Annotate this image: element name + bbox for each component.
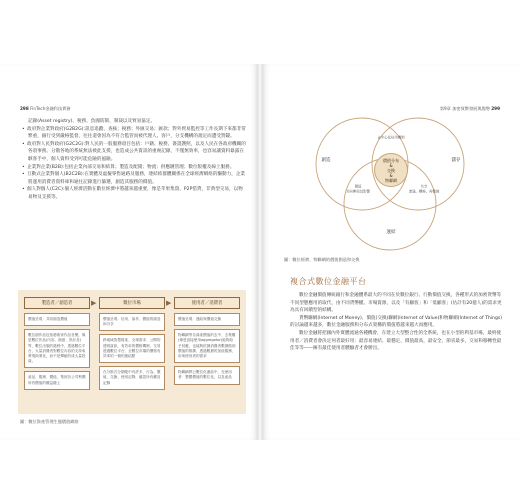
paragraph: 貨幣聯網(Internet of Money)、價值(交換)聯網(Internet of Value)和物聯網(Internet of Things)的討論越來越多，數位金融服務和分布式架構的價值將越來越大而應用。: [290, 315, 503, 329]
venn-label-connect: 運結: [386, 230, 396, 235]
venn-top-inner: 去中心化信用機制: [377, 135, 405, 140]
bullet-icon: •: [22, 141, 25, 147]
bullet-item: [20, 171, 246, 186]
paragraph: 數位金融價值傳統銀行和金融體系最大的不同在於數位銀行、行動價值交換，各種形式的加密貨幣等不同型態應用的取代，由不同貨幣權、市場資源，以及「有顧客」和「低顧客」(估計有20億人)的需求更為具有回饋型的結構。: [290, 293, 502, 314]
bullet-item: [20, 164, 246, 172]
bullet-icon: •: [22, 126, 25, 132]
venn-left-inner-title: 價值: [354, 184, 362, 189]
bullet-item: [20, 186, 246, 201]
paragraph: 記錄(Asset registry)、稅務、負國防制、制裁以及貿易協定。: [28, 119, 156, 124]
venn-label-store: 儲存: [451, 158, 461, 163]
venn-center-line: &: [389, 162, 393, 168]
column-box: 價值呈現：共同創造價值: [24, 313, 90, 326]
bullet-text: 政府對人民對政府(G2C2G):對人民的一般服務項目包括：戶籍、稅務、簽證護照，以及人民在各政府機關的各項事務。分散各地的系統無法被此支援，也造成公共資訊的重複記錄，不僅無效率，也容易讓資料暴露在駭客手中，個人資料受到可能危險的風險。: [27, 141, 246, 162]
right-chapter: 第9章: [439, 106, 451, 111]
venn-center-badge: [374, 153, 408, 187]
bullet-icon: •: [22, 164, 25, 170]
bullet-icon: •: [22, 172, 25, 178]
column-box: 物聯網等各資產價值的去中、去集權(像是直接使用aggregator)能夠給予回應，也能夠依據消費者數據做到價值的推廣、透過數據的加值服務，用來使用者的需求: [174, 329, 240, 363]
bullet-icon: •: [22, 187, 25, 193]
venn-left-inner: [346, 184, 370, 193]
column-box: 物聯網將已數位化連結中，在使用者：整體價值的數位化，以及產品: [174, 366, 240, 384]
venn-right-inner: [409, 184, 440, 193]
figure-column-market: [99, 297, 165, 390]
column-header: 使用者／消費者: [174, 297, 240, 309]
left-figure-caption: 圖：數位資產管理生態價值網絡: [20, 419, 79, 424]
bullet-item: [20, 126, 246, 141]
venn-center-line: 物聯網: [385, 177, 397, 183]
column-header: 數位市場: [99, 297, 165, 309]
bullet-text: 互動式企業對個人(B2C2B):在實體及虛擬零售通路及服務，連結結群體關係在全球經濟網絡的驅動力，企業將運用消費者資料庫和通往記錄進行篩選，創造其服務的價值。: [27, 172, 246, 185]
right-page-number: 299: [491, 106, 500, 111]
figure-column-consumer: [174, 297, 240, 385]
left-page-number: 298: [20, 106, 29, 111]
left-body-text: [20, 118, 246, 202]
column-header: 製造者／創造者: [24, 297, 90, 309]
venn-center-line: 交換: [387, 167, 395, 173]
bullet-text: 個人對個人(C2C):個人經濟活動在數位經濟中將越來越重要，像是苹果集資、P2P借貸，非典型交易，以物易物及支援等。: [27, 187, 243, 200]
venn-center-line: &: [389, 172, 393, 178]
column-box: 產品、服務、價值，集到各公司利潤所有價值的權益鏈上: [24, 371, 90, 389]
right-figure-caption: 圖：數位經濟、物聯網的價值創造和交換: [284, 257, 360, 262]
venn-label-create: 創造: [321, 158, 331, 163]
venn-left-inner-sub: 共同參與其影響: [346, 189, 370, 193]
bullet-text: 政府對企業對政府(G2B2G):訊息追蹤、查核；稅務；外匯交易；匯款；對外貿易監控等工作長期下來都非常繁重，銀行受到嚴格監督，往往還會因為不符合監管而被代理人、客戶，分支機構的規定而遭受罰鍰。: [27, 126, 246, 140]
paragraph: 數位金融將把國內外實體流通各種機會，在建立大型整合性的全系統，也在小型的利基市場，最終使用者／消費者會決定何者最好用：最容易連結、最穩定、價值最高，最安全、節省最多，交易和移轉性最佳等等——擁有最佳使用者體驗者才會勝出。: [290, 330, 502, 352]
bullet-text: 企業對企業(B2B):包括企業內部交易和結算；製造及配銷；物流；供應鏈管理；數位版權及線上服務。: [27, 164, 235, 170]
right-chapter-title: 加密貨幣發展與趨勢: [452, 106, 490, 111]
left-book-title: FinTech金融科技實務: [30, 106, 71, 111]
venn-right-inner-sub: 流通、轉換、再數據: [408, 189, 440, 193]
figure-column-creator: [24, 297, 90, 390]
arrow-right-icon: ▶: [166, 299, 172, 307]
column-box: 價值呈現：信用、協作、價值的創造和分享: [99, 313, 165, 331]
right-body-text: [290, 292, 504, 353]
column-box: 數位創作品包括藝術家作品音樂，像是數位作品(內容、創意、設計及)等，數位出版的過程中，透過數位平台，大量消費者對數位內容的支持來實現商業化，而不是傳統的成大量投資。: [24, 329, 90, 368]
bullet-item: [20, 141, 246, 164]
arrow-right-icon: ▶: [91, 299, 97, 307]
column-box: 跨地域智慧財產、全球需求、公開的透明資訊，有效率的價格機制、交易透過數位平台，全數位市場的價格有效率的一個的連結點: [99, 334, 165, 363]
value-network-figure: [18, 290, 246, 414]
venn-right-inner-title: 共享: [420, 184, 428, 189]
section-title: 複合式數位金融平台: [290, 277, 367, 286]
column-box: 價值呈現：連結與價值交換: [174, 313, 240, 326]
column-box: 在分散式分類帳中有許多、行為、價值、交換、使用記錄，確認所有權及記錄: [99, 366, 165, 390]
left-page-header: [20, 106, 71, 112]
venn-center-line: 價值分布: [383, 157, 399, 163]
